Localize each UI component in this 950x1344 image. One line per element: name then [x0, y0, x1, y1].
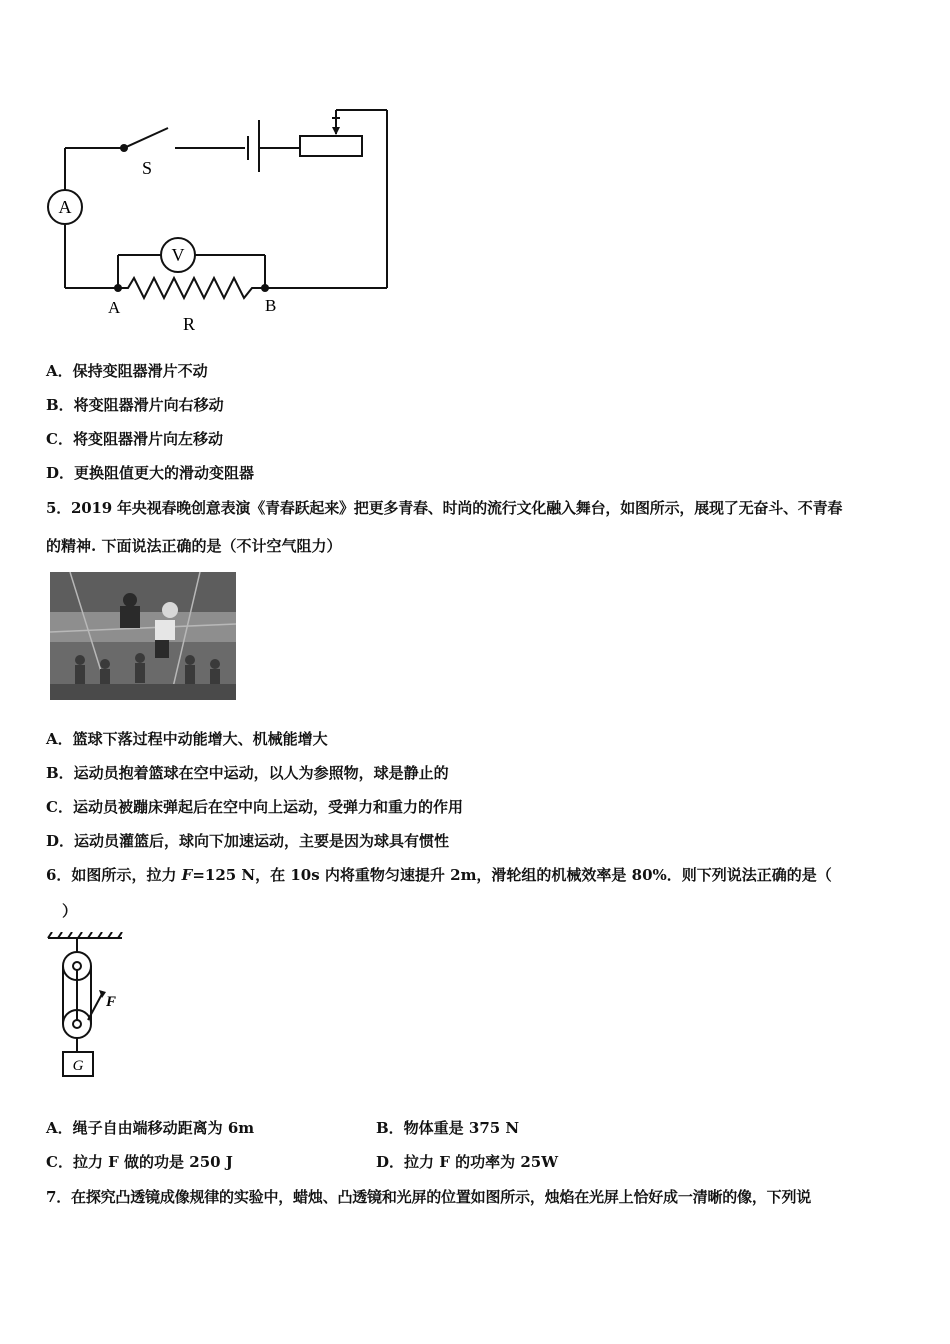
q5-stem-line2: 的精神. 下面说法正确的是（不计空气阻力）	[46, 537, 342, 555]
q4-option-c: C．将变阻器滑片向左移动	[46, 430, 223, 448]
q6-option-c: C．拉力 F 做的功是 250 J	[46, 1153, 233, 1171]
q6-option-a: A．绳子自由端移动距离为 6m	[46, 1119, 255, 1137]
q6-stem-line2: ）	[62, 902, 78, 920]
q4-option-b: B．将变阻器滑片向右移动	[46, 396, 224, 414]
q6-option-b: B．物体重是 375 N	[376, 1119, 520, 1137]
q6-stem-prefix: 6．如图所示，拉力	[46, 866, 182, 884]
point-b-label: B	[265, 296, 277, 315]
voltmeter-label: V	[171, 245, 185, 265]
q5-option-b: B．运动员抱着篮球在空中运动，以人为参照物，球是静止的	[46, 764, 449, 782]
q5-stem-line1: 5．2019 年央视春晚创意表演《青春跃起来》把更多青春、时尚的流行文化融入舞台，如图所示，展现了无奋斗、不青春	[46, 499, 843, 517]
q4-option-d: D．更换阻值更大的滑动变阻器	[46, 464, 255, 482]
q6-option-d: D．拉力 F 的功率为 25W	[376, 1153, 559, 1171]
pulley-load-label: G	[72, 1058, 84, 1074]
q7-stem-line1: 7．在探究凸透镜成像规律的实验中，蜡烛、凸透镜和光屏的位置如图所示，烛焰在光屏上恰好成一清晰的像，下列说	[46, 1188, 812, 1206]
q5-option-d: D．运动员灌篮后，球向下加速运动，主要是因为球具有惯性	[46, 832, 450, 850]
point-a-label: A	[108, 298, 121, 317]
circuit-diagram	[40, 100, 400, 340]
resistor-label: R	[183, 314, 196, 334]
ammeter-label: A	[58, 197, 72, 217]
q5-option-c: C．运动员被蹦床弹起后在空中向上运动，受弹力和重力的作用	[46, 798, 463, 816]
q6-stem-rest: =125 N，在 10s 内将重物匀速提升 2m，滑轮组的机械效率是 80%．则下列说法正确的是（	[192, 866, 832, 884]
q6-stem-force-symbol: F	[181, 866, 193, 884]
basketball-performance-photo	[50, 572, 236, 700]
pulley-force-label: F	[106, 994, 117, 1010]
q6-stem-line1	[46, 864, 832, 885]
switch-label: S	[142, 158, 153, 178]
q5-option-a: A．篮球下落过程中动能增大、机械能增大	[46, 730, 328, 748]
q4-option-a: A．保持变阻器滑片不动	[46, 362, 208, 380]
pulley-diagram	[44, 932, 134, 1082]
